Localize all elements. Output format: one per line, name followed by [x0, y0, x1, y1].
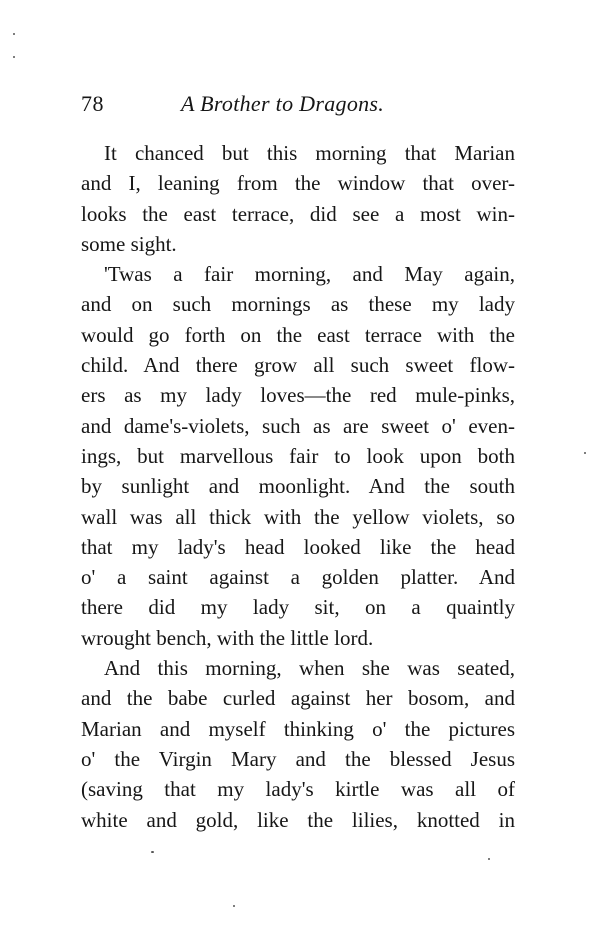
- scan-speck: [233, 905, 235, 907]
- page-number: 78: [81, 91, 104, 116]
- scan-speck: [584, 452, 586, 454]
- text-line: ers as my lady loves—the red mule-pinks,: [81, 383, 515, 408]
- body-text: [81, 138, 515, 835]
- text-line: would go forth on the east terrace with the: [81, 322, 515, 347]
- text-line: Marian and myself thinking o' the pictures: [81, 716, 515, 741]
- text-line: wall was all thick with the yellow violets, so: [81, 504, 515, 529]
- running-title: A Brother to Dragons.: [181, 91, 385, 116]
- text-line: o' a saint against a golden platter. And: [81, 565, 515, 590]
- text-line: (saving that my lady's kirtle was all of: [81, 777, 515, 802]
- text-line: some sight.: [81, 231, 177, 256]
- text-line: white and gold, like the lilies, knotted in: [81, 807, 515, 832]
- text-line: that my lady's head looked like the head: [81, 534, 515, 559]
- text-line: there did my lady sit, on a quaintly: [81, 595, 515, 620]
- text-line: wrought bench, with the little lord.: [81, 625, 374, 650]
- scan-speck: [13, 56, 15, 58]
- text-line: looks the east terrace, did see a most win-: [81, 201, 515, 226]
- scan-speck: [13, 33, 15, 35]
- text-line: It chanced but this morning that Marian: [104, 141, 515, 165]
- text-line: 'Twas a fair morning, and May again,: [104, 262, 515, 287]
- page-header: [81, 91, 511, 121]
- scan-speck: [151, 851, 154, 853]
- text-line: and dame's-violets, such as are sweet o' even-: [81, 413, 515, 438]
- text-line: o' the Virgin Mary and the blessed Jesus: [81, 746, 515, 771]
- text-line: ings, but marvellous fair to look upon both: [81, 443, 515, 468]
- text-line: and on such mornings as these my lady: [81, 292, 515, 317]
- text-line: and the babe curled against her bosom, and: [81, 686, 515, 711]
- text-line: and I, leaning from the window that over-: [81, 171, 515, 196]
- text-line: by sunlight and moonlight. And the south: [81, 474, 515, 499]
- scan-speck: [488, 858, 490, 860]
- text-line: child. And there grow all such sweet flow-: [81, 353, 515, 378]
- text-line: And this morning, when she was seated,: [104, 656, 515, 681]
